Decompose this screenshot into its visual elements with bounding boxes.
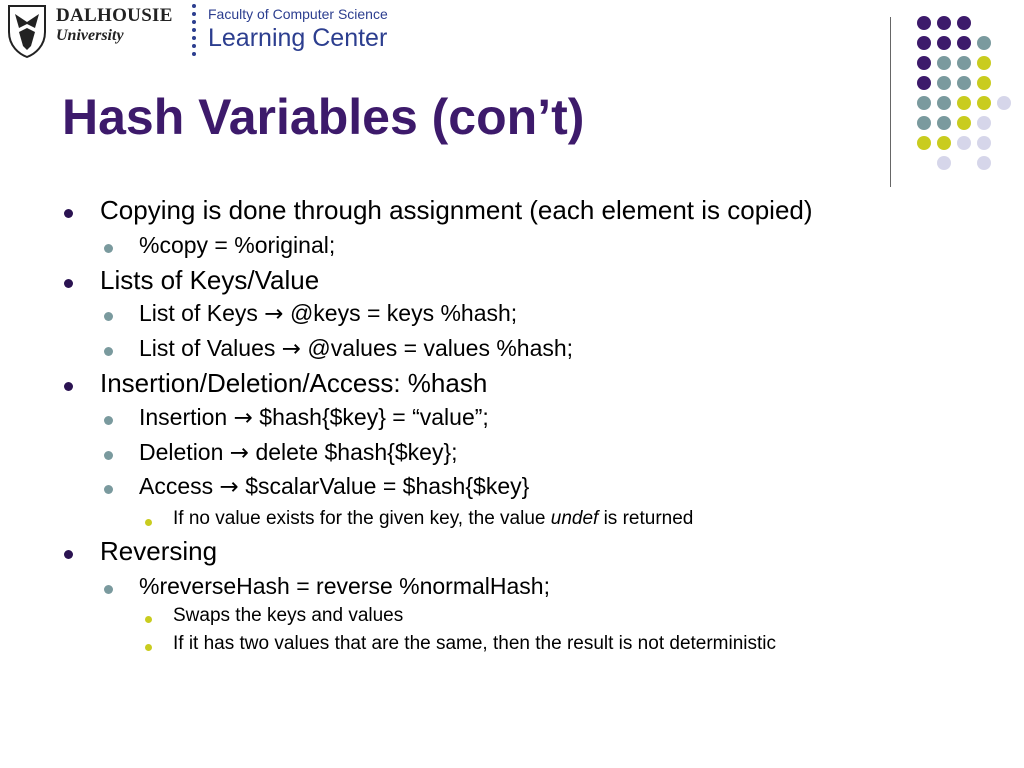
- arrow-right-icon: →: [229, 440, 250, 466]
- decor-dot: [917, 36, 931, 50]
- bullet-text: Lists of Keys/Value: [100, 265, 320, 295]
- bullet-level3: [173, 633, 776, 655]
- bullet-dot-icon: [64, 550, 73, 559]
- bullet-text: Insertion/Deletion/Access: %hash: [100, 368, 488, 398]
- decor-dot: [937, 16, 951, 30]
- arrow-right-icon: →: [219, 474, 239, 500]
- bullet-text: List of Values: [139, 335, 282, 361]
- bullet-level2: [139, 404, 489, 431]
- decor-dot: [917, 56, 931, 70]
- bullet-text: If it has two values that are the same, then the result is not deterministic: [173, 633, 777, 654]
- decor-dot: [917, 96, 931, 110]
- bullet-level2: [139, 573, 550, 600]
- decor-dot: [937, 156, 951, 170]
- bullet-dot-icon: [145, 616, 152, 623]
- bullet-dot-icon: [64, 209, 73, 218]
- bullet-text: %copy = %original;: [139, 232, 336, 258]
- bullet-level3: [173, 508, 693, 530]
- bullet-level2: [139, 473, 529, 500]
- arrow-right-icon: →: [281, 336, 302, 362]
- university-subname: University: [56, 27, 124, 44]
- bullet-dot-icon: [104, 244, 113, 253]
- bullet-text: Swaps the keys and values: [173, 605, 404, 626]
- bullet-text: Reversing: [100, 536, 218, 566]
- bullet-text: %reverseHash = reverse %normalHash;: [139, 573, 550, 599]
- decor-dot: [977, 96, 991, 110]
- bullet-dot-icon: [104, 485, 113, 494]
- bullet-level2: [139, 300, 517, 327]
- decor-dot: [977, 116, 991, 130]
- bullet-text: @values = values %hash;: [301, 335, 574, 361]
- bullet-text: Insertion: [139, 404, 234, 430]
- bullet-text: @keys = keys %hash;: [283, 300, 518, 326]
- decor-dot: [957, 96, 971, 110]
- bullet-dot-icon: [104, 585, 113, 594]
- decor-dot: [917, 76, 931, 90]
- decor-dot: [957, 16, 971, 30]
- bullet-text: $scalarValue = $hash{$key}: [238, 473, 530, 499]
- bullet-emphasis: undef: [550, 508, 599, 529]
- bullet-dot-icon: [104, 416, 113, 425]
- bullet-level1: [100, 265, 319, 296]
- bullet-dot-icon: [145, 519, 152, 526]
- decor-dot: [937, 56, 951, 70]
- bullet-dot-icon: [104, 451, 113, 460]
- decor-dot: [977, 36, 991, 50]
- bullet-text: is returned: [598, 508, 694, 529]
- decor-dot: [937, 136, 951, 150]
- decor-dot: [977, 156, 991, 170]
- bullet-level2: [139, 335, 573, 362]
- decor-dot: [937, 116, 951, 130]
- decor-dot: [917, 136, 931, 150]
- decor-dot: [957, 136, 971, 150]
- bullet-dot-icon: [64, 382, 73, 391]
- arrow-right-icon: →: [264, 301, 284, 327]
- bullet-level3: [173, 605, 403, 627]
- decor-dot: [957, 116, 971, 130]
- bullet-dot-icon: [104, 312, 113, 321]
- decor-dot: [937, 36, 951, 50]
- learning-center-name: Learning Center: [208, 24, 388, 52]
- bullet-dot-icon: [104, 347, 113, 356]
- bullet-text: Access: [139, 473, 220, 499]
- bullet-dot-icon: [145, 644, 152, 651]
- bullet-level2: [139, 439, 458, 466]
- decor-dot: [957, 76, 971, 90]
- decor-dot: [977, 56, 991, 70]
- decor-dot: [997, 96, 1011, 110]
- decor-dot: [977, 136, 991, 150]
- bullet-text: If no value exists for the given key, the value: [173, 508, 551, 529]
- bullet-level1: [100, 536, 217, 567]
- faculty-name: Faculty of Computer Science: [208, 6, 388, 22]
- decor-dot: [917, 116, 931, 130]
- bullet-text: Copying is done through assignment (each element is copied): [100, 195, 813, 225]
- decor-dot: [937, 76, 951, 90]
- decor-dot: [957, 36, 971, 50]
- bullet-level1: [100, 368, 487, 399]
- slide-title: Hash Variables (con’t): [62, 89, 585, 145]
- decor-dot: [977, 76, 991, 90]
- bullet-text: $hash{$key} = “value”;: [252, 404, 489, 430]
- arrow-right-icon: →: [233, 405, 253, 431]
- decor-dot: [937, 96, 951, 110]
- bullet-text: Deletion: [139, 439, 230, 465]
- bullet-level2: [139, 232, 335, 259]
- decor-dot: [917, 16, 931, 30]
- decor-dot: [957, 56, 971, 70]
- bullet-text: List of Keys: [139, 300, 265, 326]
- bullet-dot-icon: [64, 279, 73, 288]
- university-name: DALHOUSIE: [56, 5, 173, 26]
- bullet-text: delete $hash{$key};: [249, 439, 458, 465]
- bullet-level1: [100, 195, 813, 226]
